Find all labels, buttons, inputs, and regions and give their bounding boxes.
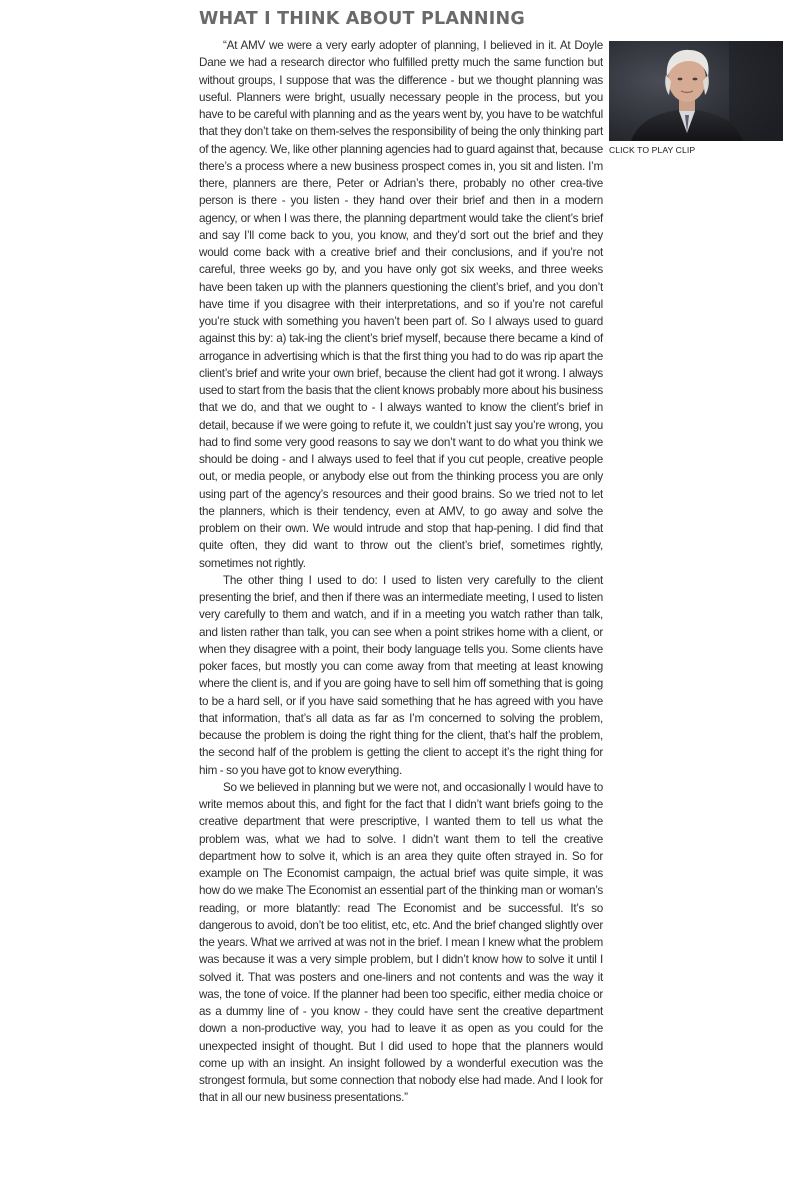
interview-video-thumbnail-icon bbox=[609, 41, 783, 141]
article-paragraph-1: “At AMV we were a very early adopter of planning, I believed in it. At Doyle Dane we had a research director who fulfilled pretty much the same function but without groups, I suppose that was the difference - but we thought planning was useful. Planners were bright, usually necessary people in the process, but you have to be careful with planning and as the years went by, you have to be watchful that they don’t take on them-selves the responsibility of being the only thinking part of the agency. We, like other planning agencies had to guard against that, because there’s a process where a new business prospect comes in, you sit and listen. I’m there, planners are there, Peter or Adrian’s there, probably no other crea-tive person is there - you listen - they hand over their brief and then in a modern agency, or when I was there, the planning department would take the client’s brief and say I’ll come back to you, you know, and they’d sort out the brief and they would come back with a creative brief and their conclusions, and if you’re not careful, three weeks go by, and you have only got six weeks, and three weeks have been taken up with the planners questioning the client’s brief, and you don’t have time if you disagree with their interpretations, and so if you’re not careful you’re stuck with something you haven’t been part of. So I always used to guard against this by: a) tak-ing the client’s brief myself, because there became a kind of arrogance in advertising which is that the first thing you had to do was rip apart the client’s brief and write your own brief, because the client had got it wrong. I always used to start from the basis that the client knows probably more about his business that we do, and that we ought to - I always wanted to know the client’s brief in detail, because if we were going to refute it, we couldn’t just say you’re wrong, you had to find some very good reasons to say we don’t want to do what you think we should be doing - and I always used to feel that if you cut people, creative people out, or media people, or anybody else out from the thinking process you are only using part of the agency’s resources and their good brains. So we tried not to let the planners, which is their tendency, even at AMV, to go away and solve the problem on their own. We would intrude and stop that hap-pening. I did find that quite often, they did want to throw out the client’s brief, sometimes rightly, sometimes not rightly. bbox=[199, 39, 603, 570]
play-clip-link[interactable]: CLICK TO PLAY CLIP bbox=[609, 145, 696, 155]
video-clip-thumbnail[interactable] bbox=[609, 41, 783, 141]
interview-article bbox=[199, 37, 603, 1107]
article-paragraph-3: So we believed in planning but we were not, and occasionally I would have to write memos about this, and fight for the fact that I didn’t want briefs going to the creative department that were prescriptive, I wanted them to tell us what the problem was, what we had to solve. I didn’t want them to tell the creative department how to solve it, which is an area they quite often strayed in. So for example on The Economist campaign, the actual brief was quite simple, it was how do we make The Economist an essential part of the thinking man or woman’s reading, or more blatantly: read The Economist and be successful. It’s so dangerous to avoid, don’t be too elitist, etc, etc. And the brief changed slightly over the years. What we arrived at was not in the brief. I mean I knew what the problem was because it was a very simple problem, but I didn’t know how to solve it until I solved it. That was posters and one-liners and not contents and was the way it was, the tone of voice. If the planner had been too specific, either media choice or as a dummy line of - you know - they could have sent the creative department down a non-productive way, you had to leave it as open as you could for the unexpected insight of thought. But I did used to hope that the planners would come up with an insight. An insight followed by a wonderful execution was the strongest formula, but some connection that nobody else had made. And I look for that in all our new business presentations.” bbox=[199, 780, 603, 1105]
article-paragraph-2: The other thing I used to do: I used to listen very carefully to the client presenting the brief, and then if there was an intermediate meeting, I used to listen very carefully to them and watch, and if in a meeting you watch rather than talk, and listen rather than talk, you can see when a point strikes home with a client, or when they disagree with a point, their body language tells you. Some clients have poker faces, but mostly you can come away from that meeting at least knowing where the client is, and if you are going have to sell him off something that is going to be a hard sell, or if you have said something that he has agreed with you have that information, that’s all data as far as I’m concerned to solving the problem, because the problem is doing the right thing for the client, that’s half the problem, the second half of the problem is getting the client to accept it’s the right thing for him - so you have got to know everything. bbox=[199, 573, 603, 777]
page-title: WHAT I THINK ABOUT PLANNING bbox=[199, 9, 525, 29]
